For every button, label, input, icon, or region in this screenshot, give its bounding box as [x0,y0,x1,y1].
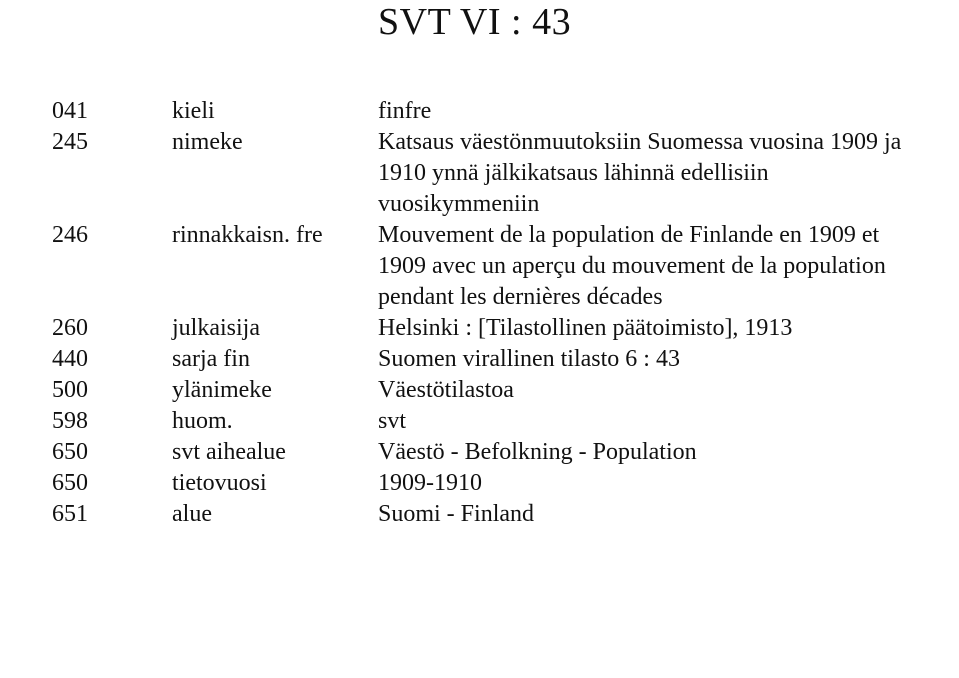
record-line [0,313,959,344]
field-name: rinnakkaisn. fre [172,222,323,248]
field-value: 1909 avec un aperçu du mouvement de la population [378,253,886,279]
field-name: julkaisija [172,315,260,341]
field-name: ylänimeke [172,377,272,403]
field-code: 598 [52,408,88,434]
field-code: 246 [52,222,88,248]
field-value: 1910 ynnä jälkikatsaus lähinnä edellisiin [378,160,769,186]
record-line [0,282,959,313]
catalog-record-list [0,96,959,530]
record-line [0,251,959,282]
record-line [0,158,959,189]
field-value: 1909-1910 [378,470,482,496]
record-row [0,499,959,530]
record-row [0,344,959,375]
field-value: Mouvement de la population de Finlande en 1909 et [378,222,880,248]
field-name: svt aihealue [172,439,286,465]
field-value: svt [378,408,407,434]
record-line [0,499,959,530]
field-name: kieli [172,98,215,124]
record-row [0,375,959,406]
record-row [0,96,959,127]
field-code: 440 [52,346,88,372]
field-value: pendant les dernières décades [378,284,663,310]
field-name: sarja fin [172,346,250,372]
page-title: SVT VI : 43 [378,1,572,43]
record-line [0,189,959,220]
field-name: tietovuosi [172,470,267,496]
field-code: 260 [52,315,88,341]
field-value: Väestötilastoa [378,377,514,403]
field-value: vuosikymmeniin [378,191,540,217]
field-value: finfre [378,98,432,124]
record-row [0,127,959,220]
field-name: alue [172,501,212,527]
field-value: Väestö - Befolkning - Population [378,439,697,465]
field-code: 041 [52,98,88,124]
field-code: 245 [52,129,88,155]
field-name: nimeke [172,129,243,155]
field-value: Suomi - Finland [378,501,535,527]
field-name: huom. [172,408,233,434]
record-line [0,437,959,468]
record-line [0,96,959,127]
field-code: 650 [52,439,88,465]
record-row [0,313,959,344]
record-line [0,344,959,375]
record-line [0,406,959,437]
record-row [0,437,959,468]
field-code: 650 [52,470,88,496]
field-value: Helsinki : [Tilastollinen päätoimisto], 1913 [378,315,793,341]
record-line [0,375,959,406]
record-line [0,220,959,251]
field-value: Suomen virallinen tilasto 6 : 43 [378,346,680,372]
field-code: 651 [52,501,88,527]
field-code: 500 [52,377,88,403]
record-row [0,406,959,437]
record-line [0,468,959,499]
field-value: Katsaus väestönmuutoksiin Suomessa vuosina 1909 ja [378,129,902,155]
record-row [0,220,959,313]
record-row [0,468,959,499]
record-line [0,127,959,158]
